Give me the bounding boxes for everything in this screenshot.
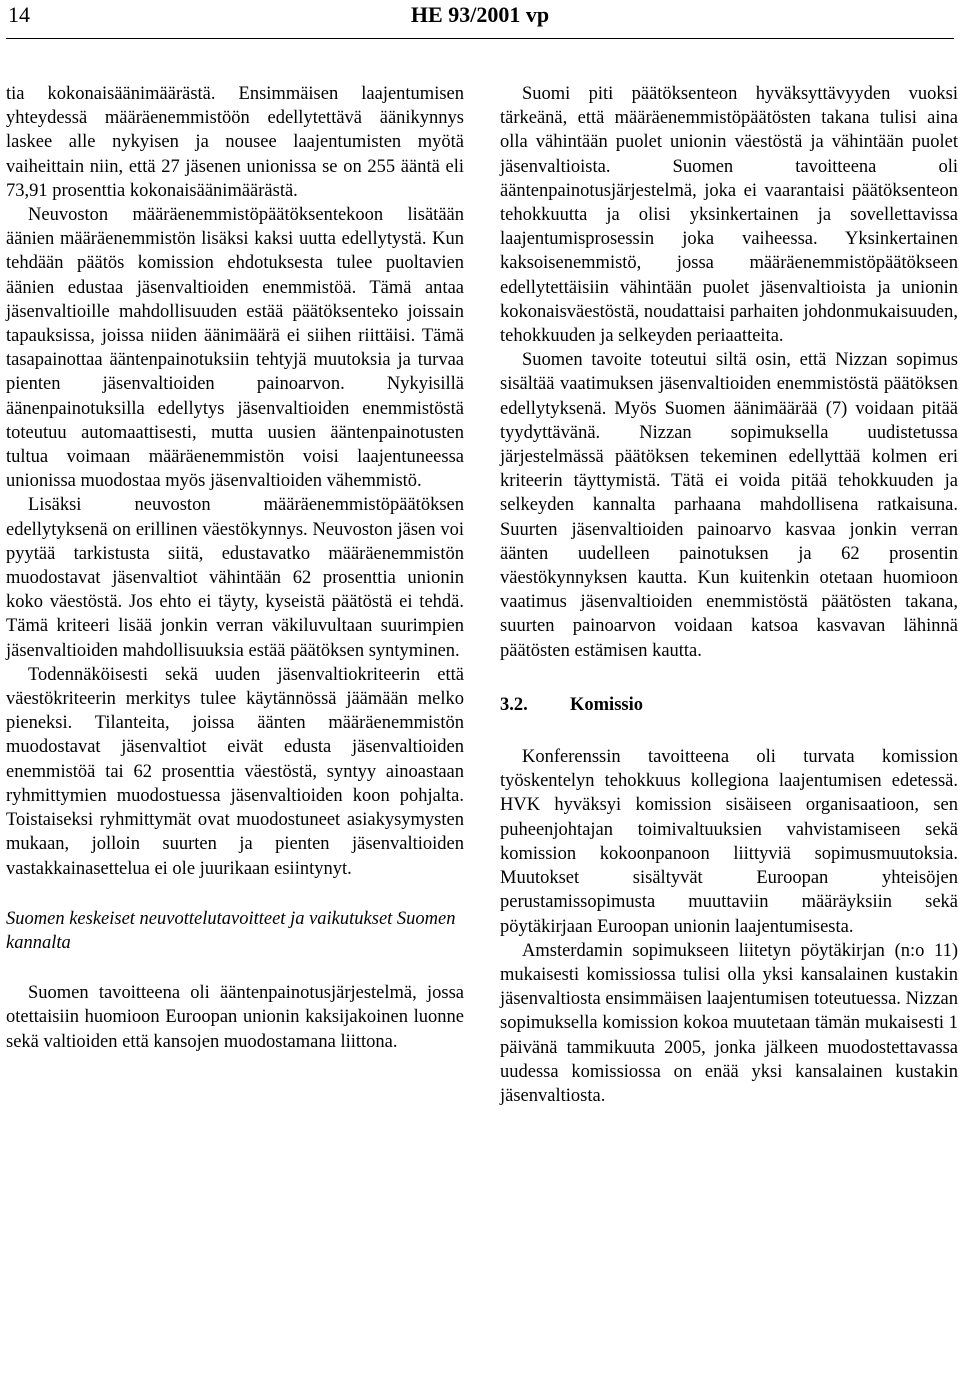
paragraph: Todennäköisesti sekä uuden jäsenvaltiokriteerin että väestökriteerin merkitys tulee käytännössä jäämään melko pieneksi. Tilanteita, joissa äänten määräenemmistön muodostavat jäsenvaltiot eivät edusta jäsenvaltioiden enemmistöä tai 62 prosenttia väestöstä, syntyy ainoastaan ryhmittymien muodostuessa jäsenvaltioiden koon pohjalta. Toistaiseksi ryhmittymät ovat muodostuneet asiakysymysten mukaan, jolloin suurten ja pienten jäsenvaltioiden vastakkainasettelua ei ole juurikaan esiintynyt. (6, 664, 464, 879)
paragraph: tia kokonaisäänimäärästä. Ensimmäisen laajentumisen yhteydessä määräenemmistöön edellytettävä äänikynnys laskee alle nykyisen ja nousee laajentumisten myötä vaiheittain niin, että 27 jäsenen unionissa se on 255 ääntä eli 73,91 prosenttia kokonaisäänimäärästä. (6, 84, 464, 201)
section-heading (500, 693, 958, 717)
section-title: Komissio (570, 694, 643, 715)
paragraph: Lisäksi neuvoston määräenemmistöpäätöksen edellytyksenä on erillinen väestökynnys. Neuvoston jäsen voi pyytää tarkistusta siitä, edustavatko määräenemmistön muodostavat jäsenvaltiot vähintään 62 prosenttia unionin koko väestöstä. Jos ehto ei täyty, kyseistä päätöstä ei tehdä. Tämä kriteeri lisää jonkin verran väkiluvultaan suurimpien jäsenvaltioiden mahdollisuuksia estää päätöksen syntyminen. (6, 495, 464, 661)
header-rule (6, 38, 954, 39)
page-number: 14 (8, 2, 30, 27)
left-column (6, 82, 464, 1054)
paragraph: Amsterdamin sopimukseen liitetyn pöytäkirjan (n:o 11) mukaisesti komissiossa tulisi olla yksi kansalainen kustakin jäsenvaltiosta ensimmäisen laajentumisen toteutuessa. Nizzan sopimuksella komission kokoa muutetaan tämän mukaisesti 1 päivänä tammikuuta 2005, jonka jälkeen muodostettavassa uudessa komissiossa on enää yksi kansalainen kustakin jäsenvaltiosta. (500, 940, 958, 1106)
paragraph: Suomen tavoitteena oli ääntenpainotusjärjestelmä, jossa otettaisiin huomioon Euroopan unionin kaksijakoinen luonne sekä valtioiden että kansojen muodostamana liittona. (6, 983, 464, 1052)
paragraph: Suomi piti päätöksenteon hyväksyttävyyden vuoksi tärkeänä, että määräenemmistöpäätösten takana tulisi aina olla vähintään puolet unionin väestöstä ja vähintään puolet jäsenvaltioista. Suomen tavoitteena oli ääntenpainotusjärjestelmä, joka ei vaarantaisi päätöksenteon tehokkuutta ja olisi yksinkertainen ja sovellettavissa laajentumisprosessin joka vaiheessa. Yksinkertainen kaksoisenemmistö, jossa määräenemmistöpäätökseen edellytettäisiin vähintään puolet jäsenvaltioista ja unionin kokonaisväestöstä, noudattaisi parhaiten johdonmukaisuuden, tehokkuuden ja selkeyden periaatteita. (500, 84, 958, 347)
section-number: 3.2. (500, 694, 528, 715)
paragraph: Konferenssin tavoitteena oli turvata komission työskentelyn tehokkuus kollegiona laajentumisen edetessä. HVK hyväksyi komission sisäiseen organisaatioon, sen puheenjohtajan toimivaltuuksien vahvistamiseen sekä komission kokoonpanoon liittyviä sopimusmuutoksia. Muutokset sisältyvät Euroopan yhteisöjen perustamissopimusta muuttaviin määräyksiin sekä pöytäkirjaan Euroopan unionin laajentumisesta. (500, 747, 958, 937)
right-column (500, 82, 958, 1108)
document-id: HE 93/2001 vp (410, 2, 550, 27)
paragraph: Suomen tavoite toteutui siltä osin, että Nizzan sopimus sisältää vaatimuksen jäsenvaltioiden enemmistöstä päätöksen edellytyksenä. Myös Suomen äänimäärää (7) voidaan pitää tyydyttävänä. Nizzan sopimuksella uudistetussa järjestelmässä päätöksen tekeminen edellyttää kolmen eri kriteerin täyttymistä. Tätä ei voida pitää tehokkuuden ja selkeyden kannalta parhaana mahdollisena ratkaisuna. Suurten jäsenvaltioiden painoarvo kasvaa jonkin verran äänten uudelleen painotuksen ja 62 prosentin väestökynnyksen kautta. Kun kuitenkin otetaan huomioon vaatimus jäsenvaltioiden enemmistöstä päätösten takana, suurten painoarvon voidaan katsoa kasvavan lähinnä päätösten estämisen kautta. (500, 350, 958, 661)
paragraph: Neuvoston määräenemmistöpäätöksentekoon lisätään äänien määräenemmistön lisäksi kaksi uutta edellytystä. Kun tehdään päätös komission ehdotuksesta tulee puoltavien äänien edustaa jäsenvaltioiden enemmistöä. Tämä antaa jäsenvaltioille mahdollisuuden estää päätöksenteko joissain tapauksissa, joissa niiden äänimäärä ei siihen riittäisi. Tämä tasapainottaa ääntenpainotuksiin tehtyjä muutoksia ja turvaa pienten jäsenvaltioiden painoarvon. Nykyisillä äänenpainotuksilla edellytys jäsenvaltioiden enemmistöstä toteutuu automaattisesti, mutta uusien ääntenpainotusten tultua voimaan määräenemmistön voisi laajentuneessa unionissa muodostaa myös jäsenvaltioiden vähemmistö. (6, 205, 464, 492)
subheading: Suomen keskeiset neuvottelutavoitteet ja vaikutukset Suomen kannalta (6, 908, 456, 953)
